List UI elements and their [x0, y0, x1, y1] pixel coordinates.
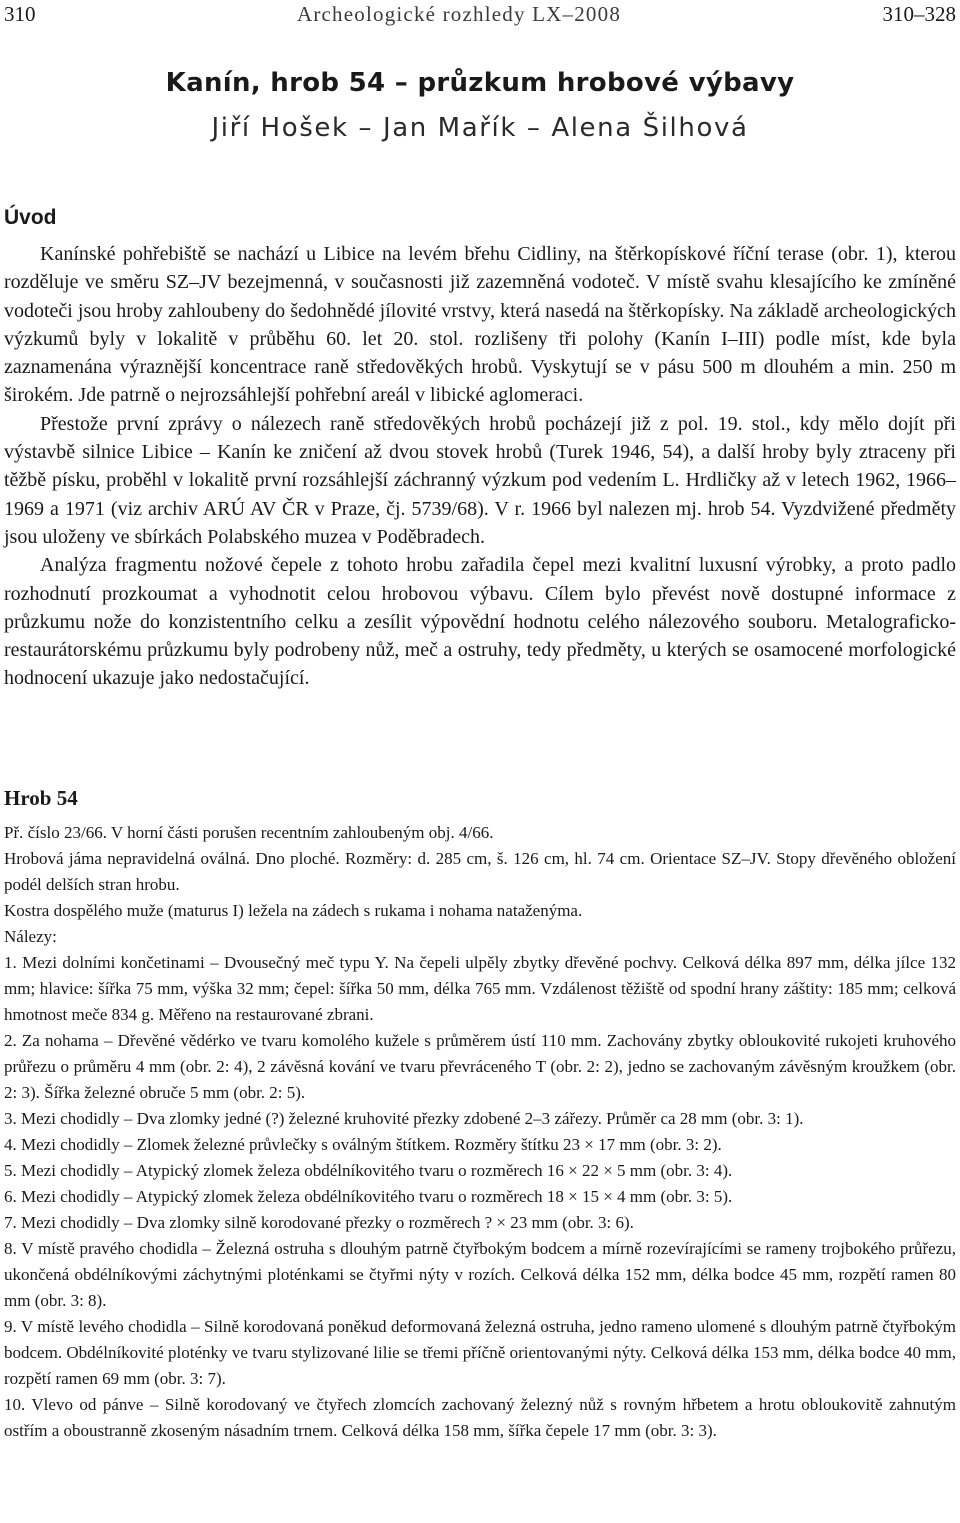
article-authors: Jiří Hošek – Jan Mařík – Alena Šilhová [211, 113, 749, 143]
find-item: 8. V místě pravého chodidla – Železná ostruha s dlouhým patrně čtyřbokým bodcem a mírně rozevírajícími se rameny trojbokého průřezu, ukončená obdélníkovými záchytnými ploténkami se čtyřmi nýty v rozích. Celková délka 152 mm, délka bodce 45 mm, rozpětí ramen 80 mm (obr. 3: 8). [4, 1239, 956, 1310]
intro-paragraph: Přestože první zprávy o nálezech raně středověkých hrobů pocházejí již z pol. 19. stol., kdy mělo dojít při výstavbě silnice Libice – Kanín ke zničení až dvou stovek hrobů (Turek 1946, 54), a další hroby byly ztraceny při těžbě písku, proběhl v lokalitě první rozsáhlejší záchranný výzkum pod vedením L. Hrdličky až v letech 1962, 1966–1969 a 1971 (viz archiv ARÚ AV ČR v Praze, čj. 5739/68). V r. 1966 byl nalezen mj. hrob 54. Vyzdvižené předměty jsou uloženy ve sbírkách Polabského muzea v Poděbradech. [4, 412, 956, 548]
grave-info-line: Př. číslo 23/66. V horní části porušen recentním zahloubeným obj. 4/66. [4, 823, 494, 842]
find-item: 2. Za nohama – Dřevěné vědérko ve tvaru komolého kužele s průměrem ústí 110 mm. Zachovány zbytky obloukovité rukojeti kruhového průřezu o průměru 4 mm (obr. 2: 4), 2 závěsná kování ve tvaru převráceného T (obr. 2: 2), jedno se zachovaným závěsným kroužkem (obr. 2: 3). Šířka železné obruče 5 mm (obr. 2: 5). [4, 1031, 956, 1102]
find-item: 5. Mezi chodidly – Atypický zlomek železa obdélníkovitého tvaru o rozměrech 16 × 22 × 5 mm (obr. 3: 4). [4, 1161, 733, 1180]
intro-paragraph: Kanínské pohřebiště se nachází u Libice na levém břehu Cidliny, na štěrkopískové říční terase (obr. 1), kterou rozděluje ve směru SZ–JV bezejmenná, v současnosti již zazemněná vodoteč. V místě svahu klesajícího ke zmíněné vodoteči jsou hroby zahloubeny do šedohnědé jílovité vrstvy, která nasedá na štěrkopísky. Na základě archeologických výzkumů byly v lokalitě v průběhu 60. let 20. stol. rozlišeny tři polohy (Kanín I–III) podle míst, kde byla zaznamenána výraznější koncentrace raně středověkých hrobů. Vyskytují se v pásu 500 m dlouhém a min. 250 m širokém. Jde patrně o nejrozsáhlejší pohřební areál v libické aglomeraci. [4, 243, 956, 407]
grave-body [4, 820, 956, 1444]
find-item: 6. Mezi chodidly – Atypický zlomek železa obdélníkovitého tvaru o rozměrech 18 × 15 × 4 mm (obr. 3: 5). [4, 1187, 733, 1206]
intro-body [4, 240, 956, 693]
section-heading-grave: Hrob 54 [4, 786, 78, 810]
grave-info-line: Kostra dospělého muže (maturus I) ležela na zádech s rukama i nohama nataženýma. [4, 901, 583, 920]
find-item: 4. Mezi chodidly – Zlomek železné průvlečky s oválným štítkem. Rozměry štítku 23 × 17 mm (obr. 3: 2). [4, 1135, 722, 1154]
article-title: Kanín, hrob 54 – průzkum hrobové výbavy [165, 68, 795, 98]
page-range: 310–328 [882, 2, 956, 26]
grave-info-line: Nálezy: [4, 927, 57, 946]
intro-paragraph: Analýza fragmentu nožové čepele z tohoto hrobu zařadila čepel mezi kvalitní luxusní výrobky, a proto padlo rozhodnutí prozkoumat a vyhodnotit celou hrobovou výbavu. Cílem bylo převést nově dostupné informace z průzkumu nože do konzistentního celku a zesílit výpovědní hodnotu celého nálezového souboru. Metalograficko-restaurátorskému průzkumu byly podrobeny nůž, meč a ostruhy, tedy předměty, u kterých se osamocené morfologické hodnocení ukazuje jako nedostačující. [4, 554, 956, 690]
find-item: 9. V místě levého chodidla – Silně korodovaná poněkud deformovaná železná ostruha, jedno rameno ulomené s dlouhým patrně čtyřbokým bodcem. Obdélníkovité ploténky ve tvaru stylizované lilie se třemi příčně orientovanými nýty. Celková délka 153 mm, délka bodce 40 mm, rozpětí ramen 69 mm (obr. 3: 7). [4, 1317, 956, 1388]
section-heading-intro: Úvod [4, 206, 57, 229]
find-item: 10. Vlevo od pánve – Silně korodovaný ve čtyřech zlomcích zachovaný železný nůž s rovným hřbetem a hrotu obloukovitě zahnutým ostřím a oboustranně zkoseným násadním trnem. Celková délka 158 mm, šířka čepele 17 mm (obr. 3: 3). [4, 1395, 956, 1440]
page-number: 310 [4, 2, 36, 26]
running-head [4, 2, 956, 30]
find-item: 7. Mezi chodidly – Dva zlomky silně korodované přezky o rozměrech ? × 23 mm (obr. 3: 6). [4, 1213, 634, 1232]
find-item: 3. Mezi chodidly – Dva zlomky jedné (?) železné kruhovité přezky zdobené 2–3 zářezy. Průměr ca 28 mm (obr. 3: 1). [4, 1109, 804, 1128]
journal-title: Archeologické rozhledy LX–2008 [296, 2, 622, 26]
grave-info-line: Hrobová jáma nepravidelná oválná. Dno ploché. Rozměry: d. 285 cm, š. 126 cm, hl. 74 cm. Orientace SZ–JV. Stopy dřevěného obložení podél delších stran hrobu. [4, 849, 956, 894]
find-item: 1. Mezi dolními končetinami – Dvousečný meč typu Y. Na čepeli ulpěly zbytky dřevěné pochvy. Celková délka 897 mm, délka jílce 132 mm; hlavice: šířka 75 mm, výška 32 mm; čepel: šířka 50 mm, délka 765 mm. Vzdálenost těžiště od spodní hrany záštity: 185 mm; celková hmotnost meče 834 g. Měřeno na restaurované zbrani. [4, 953, 956, 1024]
